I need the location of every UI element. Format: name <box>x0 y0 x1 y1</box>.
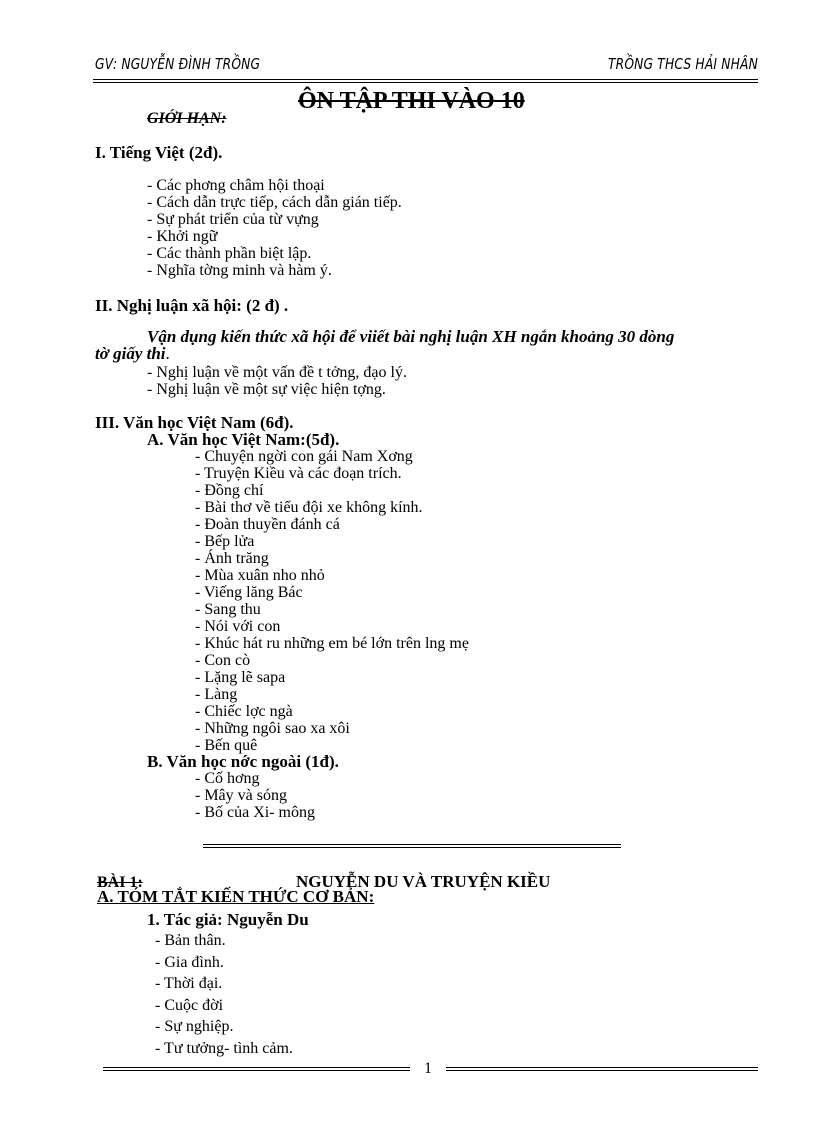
section-3-list-b <box>195 770 315 821</box>
page-title: ÔN TẬP THI VÀO 10 <box>298 88 525 114</box>
list-item: - Nghĩa tờng minh và hàm ý. <box>147 262 332 279</box>
section-3-sub-b: B. Văn học nớc ngoài (1đ). <box>147 752 339 771</box>
list-item: - Bố của Xi- mông <box>195 804 315 821</box>
list-item: - Đồng chí <box>195 482 264 499</box>
footer-rule-right <box>446 1067 758 1068</box>
list-item: - Bến quê <box>195 737 258 754</box>
list-item: - Cố hơng <box>195 770 260 787</box>
section-separator <box>203 844 621 845</box>
list-item: - Con cò <box>195 652 251 669</box>
header-school: TRỒNG THCS HẢI NHÂN <box>607 55 758 73</box>
list-item: - Cách dẫn trực tiếp, cách dẫn gián tiếp. <box>147 194 402 211</box>
list-item: - Những ngôi sao xa xôi <box>195 720 350 737</box>
lesson-list <box>155 930 293 1059</box>
section-3-heading: III. Văn học Việt Nam (6đ). <box>95 413 294 432</box>
page-number: 1 <box>424 1060 432 1077</box>
section-2-intro-line1: Vận dụng kiến thức xã hội để viiết bài nghị luận XH ngắn khoảng 30 dòng <box>147 327 675 346</box>
lesson-sub-1: 1. Tác giả: Nguyễn Du <box>147 910 309 929</box>
list-item: - Sự nghiệp. <box>155 1018 234 1035</box>
list-item: - Khởi ngữ <box>147 228 218 245</box>
list-item: - Mây và sóng <box>195 787 287 804</box>
list-item: - Bếp lửa <box>195 533 255 550</box>
lesson-part-a: A. TÓM TẮT KIẾN THỨC CƠ BẢN: <box>97 887 375 906</box>
section-2-heading: II. Nghị luận xã hội: (2 đ) . <box>95 296 289 315</box>
lesson-title: NGUYỄN DU VÀ TRUYỆN KIỀU <box>296 872 551 891</box>
list-item: - Nói với con <box>195 618 281 635</box>
list-item: - Chuyện ngời con gái Nam Xơng <box>195 448 413 465</box>
list-item: - Nghị luận về một vấn đề t tởng, đạo lý. <box>147 364 407 381</box>
section-3-list-a <box>195 448 469 754</box>
list-item: - Khúc hát ru những em bé lớn trên lng mẹ <box>195 635 469 652</box>
list-item: - Cuộc đời <box>155 996 224 1014</box>
footer-rule-left <box>103 1067 410 1068</box>
list-item: - Bản thân. <box>155 932 226 949</box>
list-item: - Truyện Kiều và các đoạn trích. <box>195 465 402 482</box>
list-item: - Các thành phần biệt lập. <box>147 245 312 262</box>
list-item: - Sang thu <box>195 601 261 618</box>
header-rule <box>93 79 758 80</box>
list-item: - Sự phát triển của từ vựng <box>147 211 319 228</box>
limit-label: GIỚI HẠN: <box>147 110 227 127</box>
list-item: - Mùa xuân nho nhỏ <box>195 567 325 584</box>
section-3-sub-a: A. Văn học Việt Nam:(5đ). <box>147 430 340 449</box>
section-2-intro-line2: tờ giấy thi. <box>95 344 170 363</box>
list-item: - Nghị luận về một sự việc hiện tợng. <box>147 381 386 398</box>
section-1-list <box>147 177 402 279</box>
list-item: - Bài thơ về tiểu đội xe không kính. <box>195 499 423 516</box>
list-item: - Gia đình. <box>155 953 224 971</box>
header-teacher: GV: NGUYỄN ĐÌNH TRỒNG <box>95 55 261 73</box>
lesson-label: BÀI 1: <box>97 874 143 891</box>
list-item: - Các phơng châm hội thoại <box>147 177 325 194</box>
list-item: - Viếng lăng Bác <box>195 584 303 601</box>
list-item: - Làng <box>195 686 238 703</box>
section-1-heading: I. Tiếng Việt (2đ). <box>95 143 223 162</box>
list-item: - Chiếc lợc ngà <box>195 703 293 720</box>
list-item: - Tư tưởng- tình cảm. <box>155 1039 293 1057</box>
list-item: - Đoàn thuyền đánh cá <box>195 516 340 533</box>
list-item: - Lặng lẽ sapa <box>195 669 286 686</box>
list-item: - Thời đại. <box>155 975 223 992</box>
section-2-list <box>147 364 407 398</box>
list-item: - Ánh trăng <box>195 550 269 567</box>
